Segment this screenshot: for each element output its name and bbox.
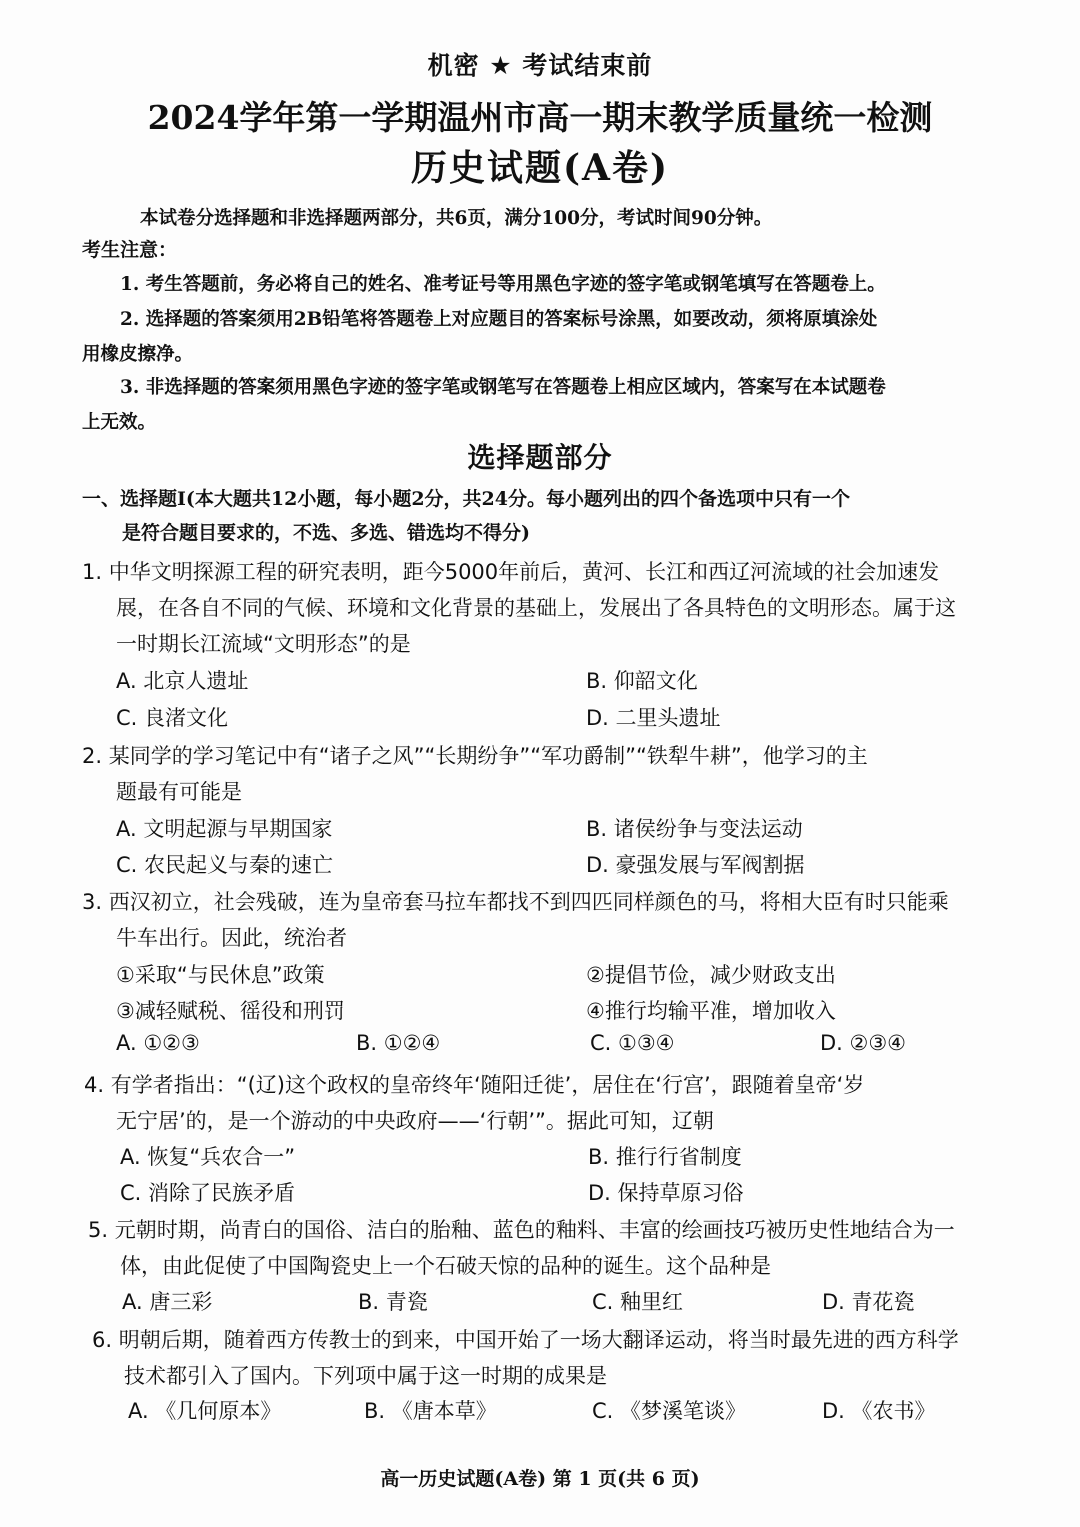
notice-item: 用橡皮擦净。 [82, 344, 194, 365]
question-3-text: 牛车出行。因此，统治者 [116, 926, 347, 950]
question-4-option-c: C. 消除了民族矛盾 [120, 1181, 296, 1205]
notice-item: 1. 考生答题前，务必将自己的姓名、准考证号等用黑色字迹的签字笔或钢笔填写在答题卷上。 [120, 274, 886, 295]
question-6-option-c: C. 《梦溪笔谈》 [592, 1399, 747, 1423]
question-1-option-b: B. 仰韶文化 [586, 669, 698, 693]
section-heading: 是符合题目要求的，不选、多选、错选均不得分) [122, 522, 530, 544]
question-5-text: 5. 元朝时期，尚青白的国俗、洁白的胎釉、蓝色的釉料、丰富的绘画技巧被历史性地结合为一 [88, 1218, 955, 1242]
exam-intro: 本试卷分选择题和非选择题两部分，共6页，满分100分，考试时间90分钟。 [140, 208, 773, 229]
question-2-text: 题最有可能是 [116, 780, 242, 804]
question-6-option-a: A. 《几何原本》 [128, 1399, 282, 1423]
question-5-option-d: D. 青花瓷 [822, 1290, 915, 1314]
notice-title: 考生注意： [82, 239, 178, 261]
question-3-item-4: ④推行均输平准，增加收入 [586, 999, 836, 1023]
question-3-option-a: A. ①②③ [116, 1031, 200, 1055]
notice-item: 2. 选择题的答案须用2B铅笔将答题卷上对应题目的答案标号涂黑，如要改动，须将原填涂处 [120, 309, 878, 330]
question-1-text: 一时期长江流域“文明形态”的是 [116, 632, 411, 656]
question-2-option-c: C. 农民起义与秦的速亡 [116, 853, 334, 877]
question-6-text: 6. 明朝后期，随着西方传教士的到来，中国开始了一场大翻译运动，将当时最先进的西方科学 [92, 1328, 959, 1352]
question-2-option-a: A. 文明起源与早期国家 [116, 817, 333, 841]
question-5-option-a: A. 唐三彩 [122, 1290, 213, 1314]
question-2-option-b: B. 诸侯纷争与变法运动 [586, 817, 803, 841]
question-3-item-2: ②提倡节俭，减少财政支出 [586, 963, 836, 987]
question-5-option-b: B. 青瓷 [358, 1290, 428, 1314]
question-4-text: 4. 有学者指出：“(辽)这个政权的皇帝终年‘随阳迁徙’，居住在‘行宫’，跟随着皇帝‘岁 [84, 1073, 865, 1097]
question-4-option-d: D. 保持草原习俗 [588, 1181, 744, 1205]
question-5-text: 体，由此促使了中国陶瓷史上一个石破天惊的品种的诞生。这个品种是 [120, 1254, 771, 1278]
question-3-item-1: ①采取“与民休息”政策 [116, 963, 325, 987]
question-3-option-c: C. ①③④ [590, 1031, 675, 1055]
question-2-text: 2. 某同学的学习笔记中有“诸子之风”“长期纷争”“军功爵制”“铁犁牛耕”，他学习的主 [82, 744, 868, 768]
notice-item: 3. 非选择题的答案须用黑色字迹的签字笔或钢笔写在答题卷上相应区域内，答案写在本试题卷 [120, 377, 886, 398]
confidential-label: 机密 ★ 考试结束前 [427, 51, 653, 80]
question-1-text: 展，在各自不同的气候、环境和文化背景的基础上，发展出了各具特色的文明形态。属于这 [116, 596, 956, 620]
question-6-text: 技术都引入了国内。下列项中属于这一时期的成果是 [124, 1364, 607, 1388]
question-4-option-b: B. 推行行省制度 [588, 1145, 742, 1169]
question-3-text: 3. 西汉初立，社会残破，连为皇帝套马拉车都找不到四匹同样颜色的马，将相大臣有时只能乘 [82, 890, 949, 914]
question-3-option-d: D. ②③④ [820, 1031, 906, 1055]
question-1-option-d: D. 二里头遗址 [586, 706, 721, 730]
question-1-text: 1. 中华文明探源工程的研究表明，距今5000年前后，黄河、长江和西辽河流域的社会加速发 [82, 560, 940, 584]
question-5-option-c: C. 釉里红 [592, 1290, 684, 1314]
question-1-option-c: C. 良渚文化 [116, 706, 229, 730]
question-6-option-b: B. 《唐本草》 [364, 1399, 497, 1423]
question-3-option-b: B. ①②④ [356, 1031, 441, 1055]
question-2-option-d: D. 豪强发展与军阀割据 [586, 853, 805, 877]
page-footer: 高一历史试题(A卷) 第 1 页(共 6 页) [380, 1468, 700, 1490]
section-title: 选择题部分 [467, 441, 613, 474]
exam-subtitle: 历史试题(A卷) [411, 147, 669, 189]
question-4-text: 无宁居’的，是一个游动的中央政府——‘行朝’”。据此可知，辽朝 [116, 1109, 714, 1133]
question-6-option-d: D. 《农书》 [822, 1399, 936, 1423]
notice-item: 上无效。 [82, 412, 157, 433]
question-4-option-a: A. 恢复“兵农合一” [120, 1145, 296, 1169]
exam-title: 2024学年第一学期温州市高一期末教学质量统一检测 [147, 98, 933, 137]
section-heading: 一、选择题Ⅰ(本大题共12小题，每小题2分，共24分。每小题列出的四个备选项中只有一个 [82, 488, 850, 510]
question-3-item-3: ③减轻赋税、徭役和刑罚 [116, 999, 345, 1023]
question-1-option-a: A. 北京人遗址 [116, 669, 249, 693]
